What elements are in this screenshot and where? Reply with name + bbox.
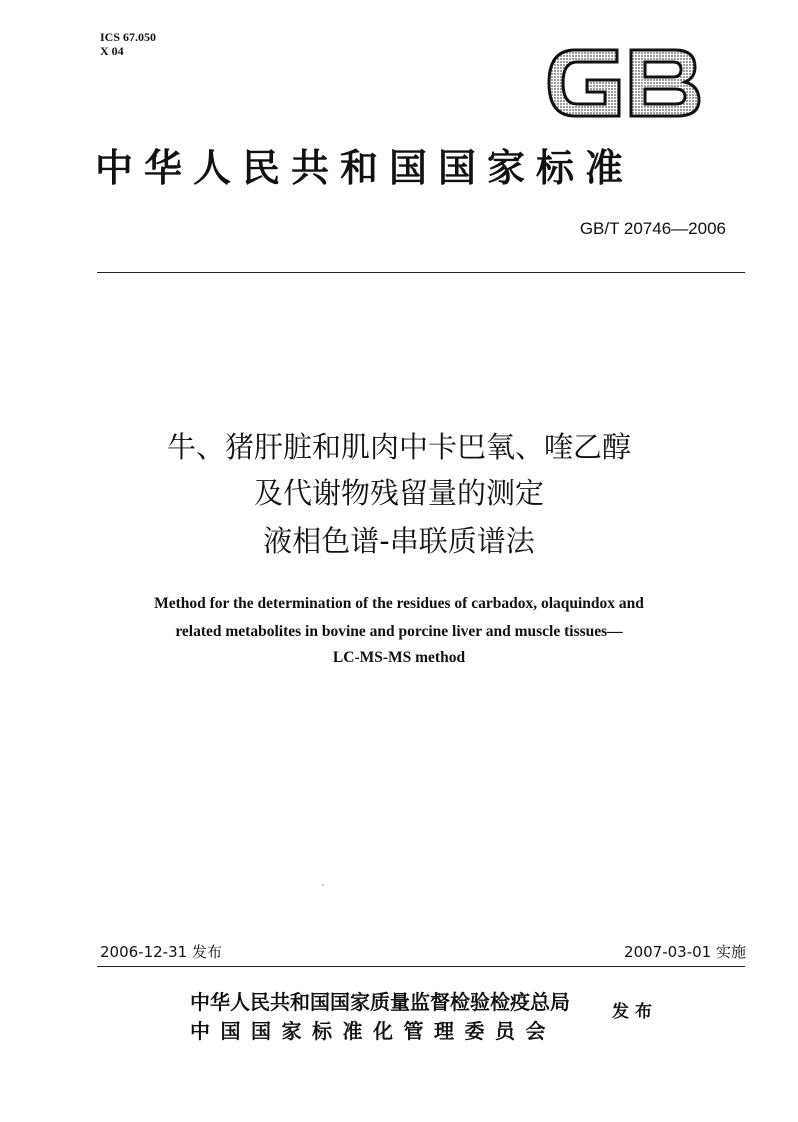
issuer-aqsiq: 中华人民共和国国家质量监督检验检疫总局 bbox=[190, 990, 570, 1014]
issued-label: 发布 bbox=[612, 1002, 658, 1022]
top-divider bbox=[97, 272, 745, 273]
gb-logo bbox=[545, 40, 703, 126]
implementation-date: 2007-03-01 实施 bbox=[624, 943, 746, 961]
national-standard-heading: 中华人民共和国国家标准 bbox=[95, 145, 635, 190]
title-en-line-3: LC-MS-MS method bbox=[332, 649, 466, 666]
title-en-line-2: related metabolites in bovine and porcine liver and muscle tissues— bbox=[175, 623, 623, 640]
ics-block bbox=[100, 30, 156, 58]
issuer-sac: 中国国家标准化管理委员会 bbox=[190, 1019, 556, 1043]
title-cn-line-2: 及代谢物残留量的测定 bbox=[253, 476, 544, 510]
scan-speck bbox=[322, 884, 324, 886]
classification-code: X 04 bbox=[100, 44, 124, 58]
title-cn-line-3: 液相色谱-串联质谱法 bbox=[263, 524, 535, 558]
issue-date: 2006-12-31 发布 bbox=[100, 943, 222, 961]
bottom-divider bbox=[97, 966, 745, 967]
title-cn-line-1: 牛、猪肝脏和肌肉中卡巴氧、喹乙醇 bbox=[166, 430, 631, 464]
standard-code: GB/T 20746—2006 bbox=[579, 219, 726, 238]
ics-number: ICS 67.050 bbox=[100, 30, 157, 44]
title-en-line-1: Method for the determination of the residues of carbadox, olaquindox and bbox=[154, 595, 644, 612]
